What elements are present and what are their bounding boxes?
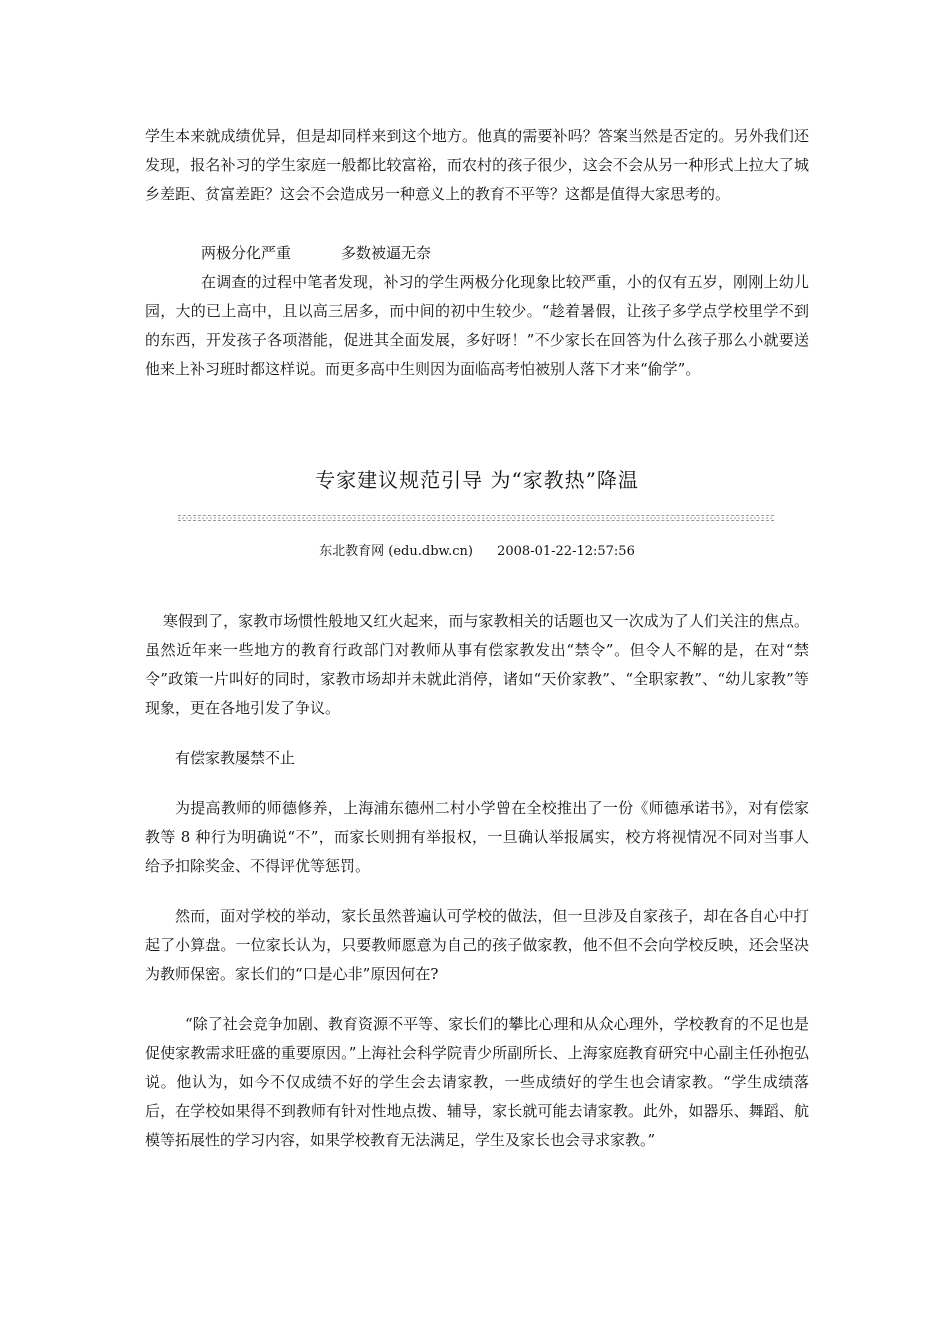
previous-article-section bbox=[145, 122, 809, 384]
subheading-right: 多数被逼无奈 bbox=[341, 244, 432, 262]
article-source: 东北教育网 (edu.dbw.cn) bbox=[319, 544, 473, 559]
section-subheading bbox=[145, 239, 809, 268]
paragraph: 寒假到了，家教市场惯性般地又红火起来，而与家教相关的话题也又一次成为了人们关注的焦点。虽然近年来一些地方的教育行政部门对教师从事有偿家教发出“禁令”。但令人不解的是，在对“禁令”政策一片叫好的同时，家教市场却并未就此消停，诸如“天价家教”、“全职家教”、“幼儿家教”等现象，更在各地引发了争议。 bbox=[145, 612, 809, 717]
paragraph: “除了社会竞争加剧、教育资源不平等、家长们的攀比心理和从众心理外，学校教育的不足也是促使家教需求旺盛的重要原因。”上海社会科学院青少所副所长、上海家庭教育研究中心副主任孙抱弘说。他认为，如今不仅成绩不好的学生会去请家教，一些成绩好的学生也会请家教。“学生成绩落后，在学校如果得不到教师有针对性地点拨、辅导，家长就可能去请家教。此外，如器乐、舞蹈、航模等拓展性的学习内容，如果学校教育无法满足，学生及家长也会寻求家教。” bbox=[145, 1015, 809, 1149]
section-subheading: 有偿家教屡禁不止 bbox=[175, 749, 296, 767]
title-divider bbox=[178, 515, 774, 521]
paragraph: 在调查的过程中笔者发现，补习的学生两极分化现象比较严重，小的仅有五岁，刚刚上幼儿园，大的已上高中，且以高三居多，而中间的初中生较少。“趁着暑假，让孩子多学点学校里学不到的东西，开发孩子各项潜能，促进其全面发展，多好呀！”不少家长在回答为什么孩子那么小就要送他来上补习班时都这样说。而更多高中生则因为面临高考怕被别人落下才来“偷学”。 bbox=[145, 273, 809, 378]
paragraph: 然而，面对学校的举动，家长虽然普遍认可学校的做法，但一旦涉及自家孩子，却在各自心中打起了小算盘。一位家长认为，只要教师愿意为自己的孩子做家教，他不但不会向学校反映，还会坚决为教师保密。家长们的“口是心非”原因何在? bbox=[145, 907, 809, 983]
article-meta bbox=[145, 540, 809, 559]
paragraph: 学生本来就成绩优异，但是却同样来到这个地方。他真的需要补吗？答案当然是否定的。另外我们还发现，报名补习的学生家庭一般都比较富裕，而农村的孩子很少，这会不会从另一种形式上拉大了城乡差距、贫富差距？这会不会造成另一种意义上的教育不平等？这都是值得大家思考的。 bbox=[145, 127, 809, 203]
paragraph: 为提高教师的师德修养，上海浦东德州二村小学曾在全校推出了一份《师德承诺书》，对有偿家教等 8 种行为明确说“不”，而家长则拥有举报权，一旦确认举报属实，校方将视情况不同对当事人给予扣除奖金、不得评优等惩罚。 bbox=[145, 799, 809, 875]
article-datetime: 2008-01-22-12:57:56 bbox=[497, 544, 635, 559]
subheading-left: 两极分化严重 bbox=[201, 244, 292, 262]
article-title: 专家建议规范引导 为“家教热”降温 bbox=[315, 468, 639, 492]
article-body bbox=[145, 607, 809, 1176]
